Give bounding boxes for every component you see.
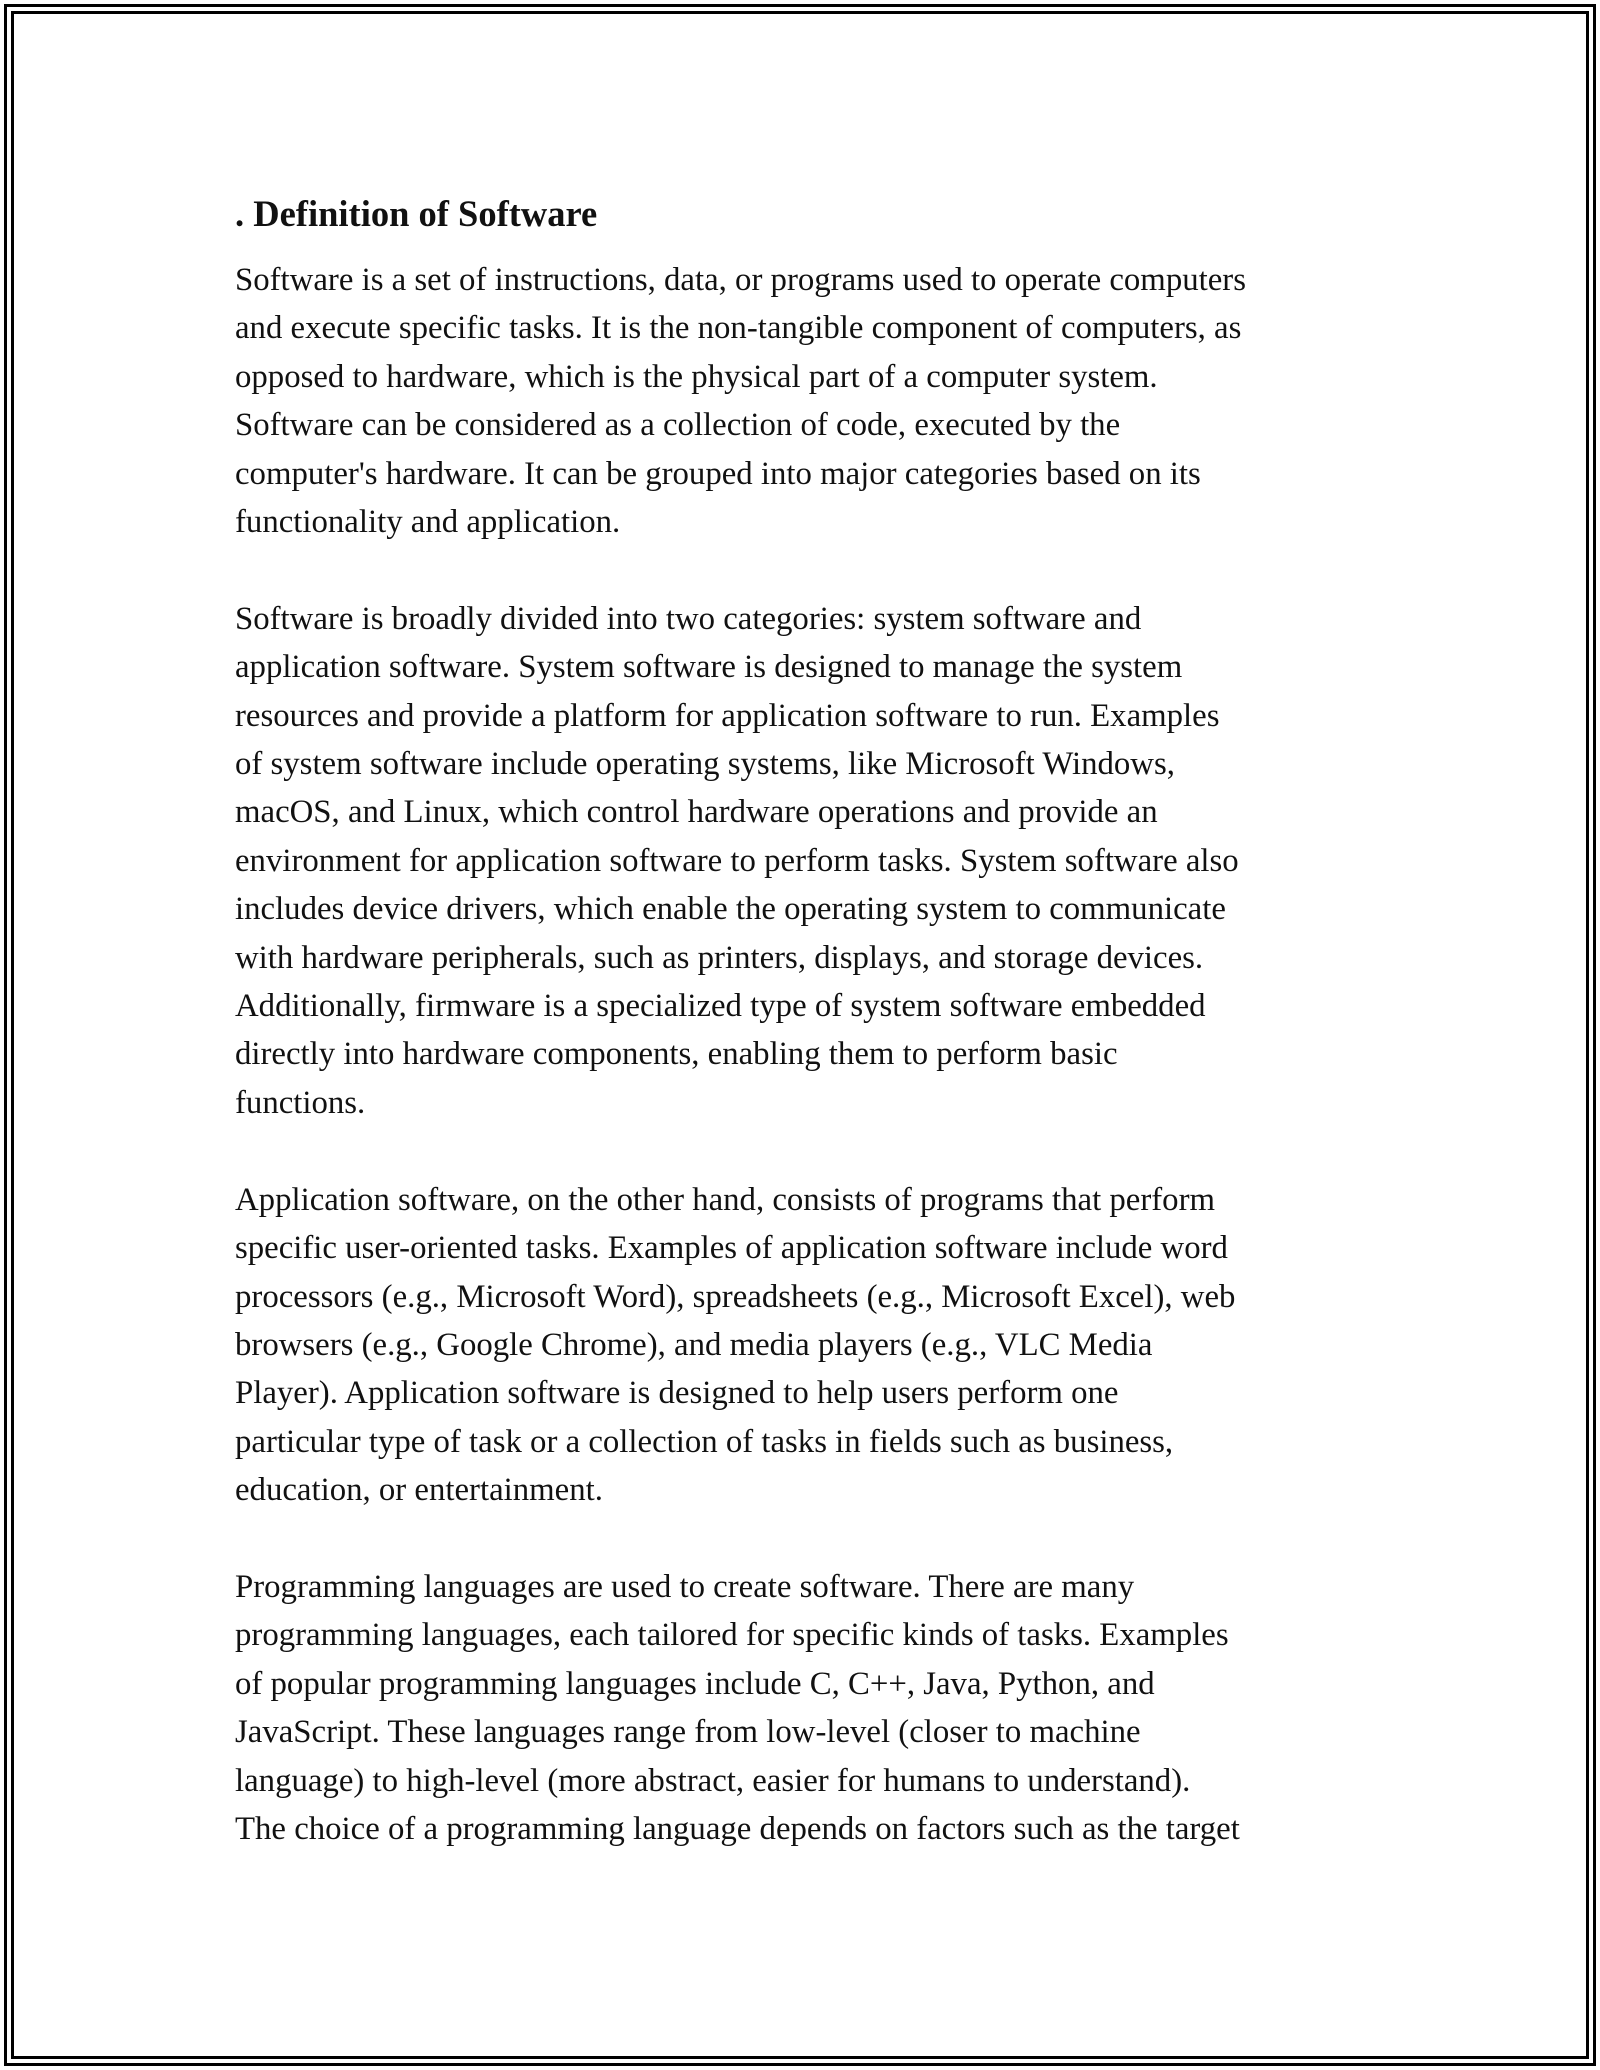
section-heading: . Definition of Software — [235, 193, 598, 234]
paragraph-definition: Software is a set of instructions, data, or programs used to operate computers and execute specific tasks. It is the non-tangible component of computers, as opposed to hardware, which is the physical part of a computer system. Software can be considered as a collection of code, executed by the computer's hardware. It can be grouped into major categories based on its functionality and application. — [235, 262, 1246, 541]
document-body — [235, 186, 1375, 1853]
paragraph-system-software: Software is broadly divided into two categories: system software and application software. System software is designed to manage the system resources and provide a platform for application software to run. Examples of system software include operating systems, like Microsoft Windows, macOS, and Linux, which control hardware operations and provide an environment for application software to perform tasks. System software also includes device drivers, which enable the operating system to communicate with hardware peripherals, such as printers, displays, and storage devices. Additionally, firmware is a specialized type of system software embedded directly into hardware components, enabling them to perform basic functions. — [235, 600, 1239, 1121]
paragraph-application-software: Application software, on the other hand, consists of programs that perform specific user-oriented tasks. Examples of application software include word processors (e.g., Microsoft Word), spreadsheets (e.g., Microsoft Excel), web browsers (e.g., Google Chrome), and media players (e.g., VLC Media Player). Application software is designed to help users perform one particular type of task or a collection of tasks in fields such as business, education, or entertainment. — [235, 1181, 1236, 1509]
paragraph-programming-languages: Programming languages are used to create software. There are many programming languages, each tailored for specific kinds of tasks. Examples of popular programming languages include C, C++, Java, Python, and JavaScript. These languages range from low-level (closer to machine language) to high-level (more abstract, easier for humans to understand). The choice of a programming language depends on factors such as the target — [235, 1568, 1240, 1847]
